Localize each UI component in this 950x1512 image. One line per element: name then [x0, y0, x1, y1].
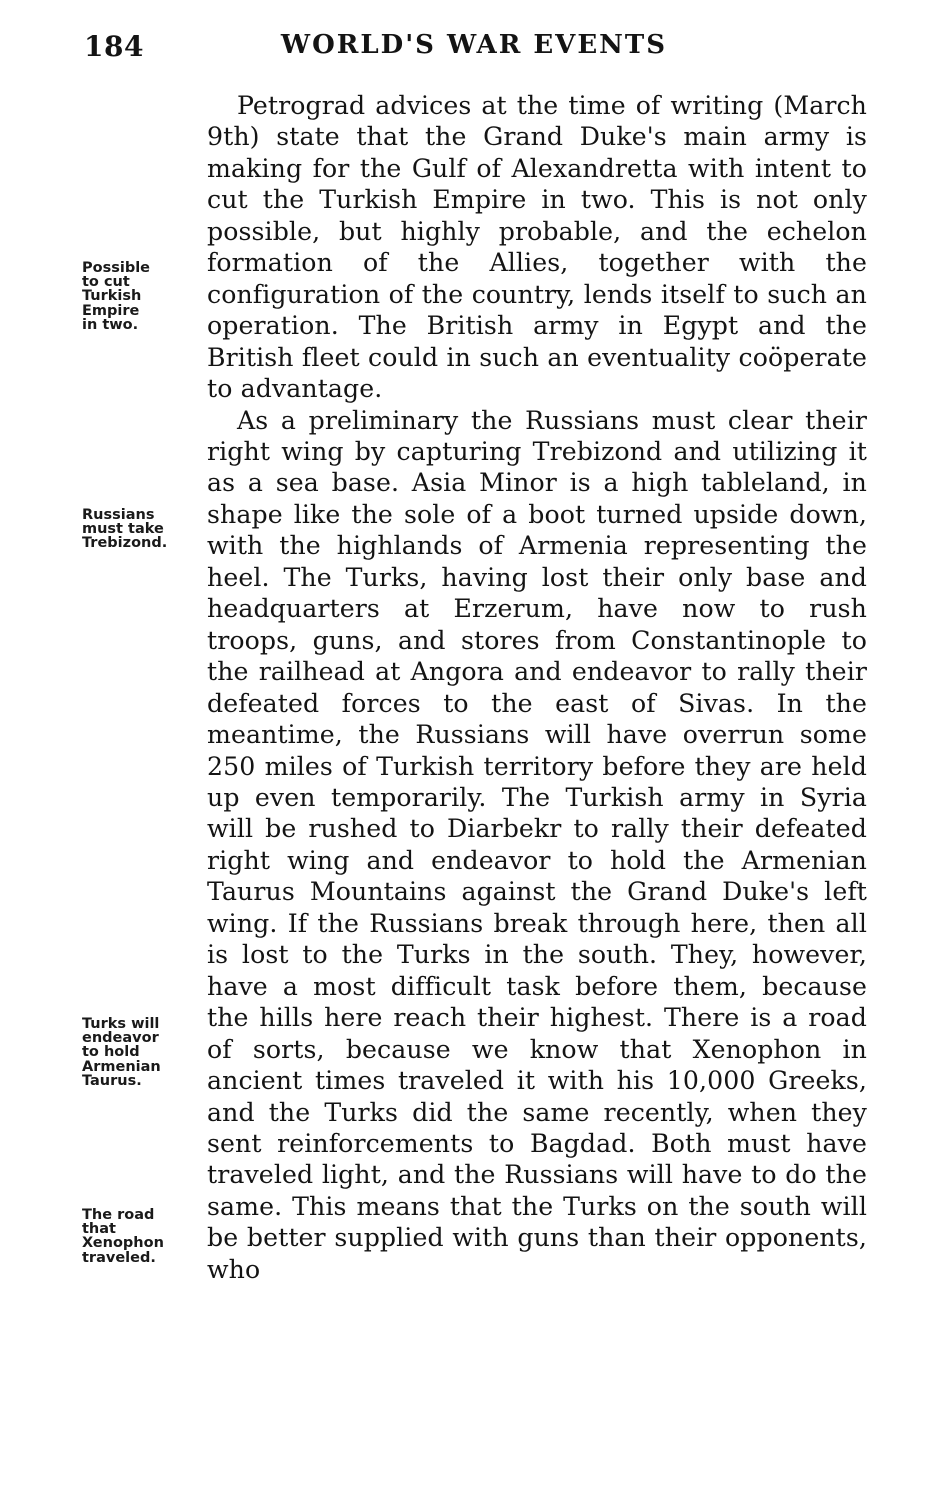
paragraph: As a preliminary the Russians must clear their right wing by capturing Trebizond and utilizing it as a sea base. Asia Minor is a high tableland, in shape like the sole of a boot turned upside down, with the highlands of Armenia representing the heel. The Turks, having lost their only base and headquarters at Erzerum, have now to rush troops, guns, and stores from Constantinople to the railhead at Angora and endeavor to rally their defeated forces to the east of Sivas. In the meantime, the Russians will have overrun some 250 miles of Turkish territory before they are held up even temporarily. The Turkish army in Syria will be rushed to Diarbekr to rally their defeated right wing and endeavor to hold the Armenian Taurus Mountains against the Grand Duke's left wing. If the Russians break through here, then all is lost to the Turks in the south. They, however, have a most difficult task before them, because the hills here reach their highest. There is a road of sorts, because we know that Xenophon in ancient times traveled it with his 10,000 Greeks, and the Turks did the same recently, when they sent reinforcements to Bagdad. Both must have traveled light, and the Russians will have to do the same. This means that the Turks on the south will be better supplied with guns than their opponents, who	[207, 405, 867, 1284]
page-number: 184	[84, 30, 144, 63]
margin-note-russians-trebizond: Russians must take Trebizond.	[82, 507, 168, 552]
running-head: WORLD'S WAR EVENTS	[280, 30, 668, 60]
margin-note-xenophon-road: The road that Xenophon traveled.	[82, 1207, 164, 1266]
margin-note-armenian-taurus: Turks will endeavor to hold Armenian Taurus.	[82, 1016, 161, 1089]
margin-note-possible-to-cut: Possible to cut Turkish Empire in two.	[82, 260, 151, 333]
body-text	[207, 90, 867, 1285]
page-header	[84, 30, 864, 74]
paragraph: Petrograd advices at the time of writing (March 9th) state that the Grand Duke's main army is making for the Gulf of Alexandretta with intent to cut the Turkish Empire in two. This is not only possible, but highly probable, and the echelon formation of the Allies, together with the configuration of the country, lends itself to such an operation. The British army in Egypt and the British fleet could in such an eventuality coöperate to advantage.	[207, 91, 867, 404]
